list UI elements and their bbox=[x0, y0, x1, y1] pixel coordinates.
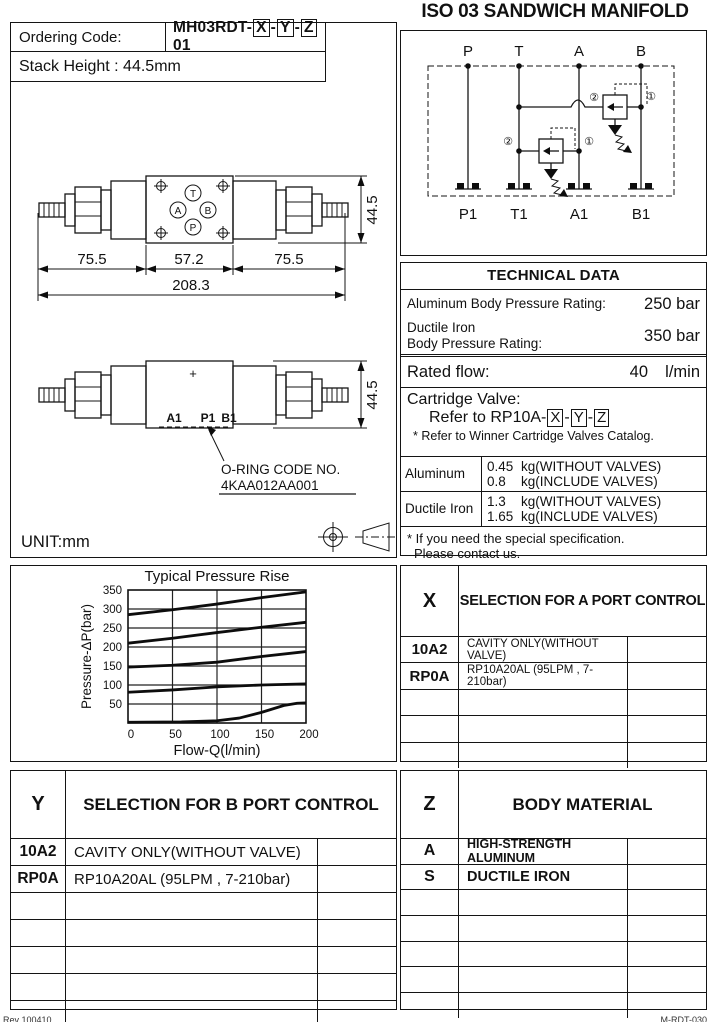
option-desc bbox=[459, 743, 628, 768]
oring-code-number: 4KAA012AA001 bbox=[221, 478, 319, 493]
marker-1-lower: ① bbox=[584, 136, 594, 148]
option-code bbox=[401, 942, 459, 967]
option-desc: CAVITY ONLY(WITHOUT VALVE) bbox=[66, 839, 318, 865]
option-extra bbox=[628, 690, 706, 715]
document-number: M-RDT-030 bbox=[660, 1015, 707, 1022]
schematic-port-p: P bbox=[462, 43, 474, 60]
option-code bbox=[401, 716, 459, 741]
option-extra bbox=[628, 743, 706, 768]
table-row bbox=[11, 893, 396, 920]
drawing-panel bbox=[10, 22, 397, 558]
weight-value: 0.45 bbox=[487, 459, 514, 474]
ordering-code-label: Ordering Code: bbox=[11, 23, 166, 51]
port-letter-b: B bbox=[204, 206, 212, 217]
option-extra bbox=[318, 893, 396, 919]
option-code bbox=[401, 743, 459, 768]
option-desc: RP10A20AL (95LPM , 7-210bar) bbox=[66, 866, 318, 892]
x-tick-label: 150 bbox=[254, 729, 275, 741]
rated-flow-unit: l/min bbox=[665, 362, 700, 381]
cartridge-note: * Refer to Winner Cartridge Valves Catalog. bbox=[413, 429, 654, 443]
unit-label: UNIT:mm bbox=[21, 533, 90, 551]
weight-value: 1.3 bbox=[487, 494, 506, 509]
marker-2-upper: ② bbox=[589, 92, 599, 104]
table-row bbox=[401, 916, 706, 942]
option-desc bbox=[66, 974, 318, 1000]
option-code bbox=[401, 890, 459, 915]
schematic-port-t1: T1 bbox=[510, 206, 528, 223]
dimension-drawings bbox=[11, 23, 396, 556]
option-desc bbox=[66, 947, 318, 973]
code-suffix: 01 bbox=[173, 37, 191, 55]
schematic-port-a1: A1 bbox=[569, 206, 589, 223]
table-row bbox=[401, 890, 706, 916]
option-code: A bbox=[401, 839, 459, 864]
selection-y-table bbox=[10, 770, 397, 1010]
option-extra bbox=[318, 974, 396, 1000]
cartridge-valve-label: Cartridge Valve: bbox=[407, 391, 521, 408]
refer-x-box: X bbox=[547, 409, 563, 427]
weight-row-ductile bbox=[401, 492, 706, 527]
selection-y-code: Y bbox=[11, 771, 66, 838]
table-row bbox=[401, 865, 706, 891]
option-desc bbox=[459, 890, 628, 915]
dim-44-5-top: 44.5 bbox=[364, 195, 381, 225]
port-junction-dots bbox=[465, 63, 644, 154]
oring-code-label: O-RING CODE NO. bbox=[221, 462, 341, 477]
table-row bbox=[401, 716, 706, 742]
option-code: 10A2 bbox=[401, 637, 459, 662]
chart-title: Typical Pressure Rise bbox=[144, 568, 290, 585]
port-letter-t: T bbox=[189, 189, 197, 200]
table-row bbox=[401, 663, 706, 689]
option-desc bbox=[66, 1001, 318, 1022]
ordering-code-table bbox=[10, 18, 326, 82]
option-extra bbox=[628, 663, 706, 688]
refer-prefix: Refer to RP10A- bbox=[429, 409, 547, 426]
code-sep1: - bbox=[270, 18, 277, 36]
y-tick-label: 100 bbox=[102, 680, 122, 692]
option-extra bbox=[318, 947, 396, 973]
option-code: RP0A bbox=[401, 663, 459, 688]
schematic-port-b: B bbox=[635, 43, 647, 60]
option-code bbox=[401, 916, 459, 941]
rated-flow-label: Rated flow: bbox=[407, 362, 490, 381]
code-y-box: Y bbox=[277, 19, 294, 37]
table-row bbox=[11, 920, 396, 947]
y-tick-label: 300 bbox=[102, 604, 122, 616]
y-tick-label: 200 bbox=[102, 642, 122, 654]
table-row bbox=[11, 839, 396, 866]
refer-sep1: - bbox=[564, 409, 570, 426]
technical-data-title: TECHNICAL DATA bbox=[401, 263, 706, 290]
dim-57-2: 57.2 bbox=[174, 251, 204, 268]
selection-x-title: SELECTION FOR A PORT CONTROL bbox=[459, 593, 706, 609]
table-row bbox=[401, 839, 706, 865]
x-tick-label: 100 bbox=[210, 729, 230, 741]
special-spec-line2: Please contact us. bbox=[414, 546, 521, 561]
third-angle-projection-icon bbox=[318, 522, 396, 552]
option-desc: HIGH-STRENGTH ALUMINUM bbox=[459, 839, 628, 864]
refer-z-box: Z bbox=[594, 409, 609, 427]
option-code bbox=[401, 993, 459, 1018]
weight-value: 0.8 bbox=[487, 474, 506, 489]
weight-material-ductile: Ductile Iron bbox=[401, 492, 482, 526]
option-extra bbox=[628, 890, 706, 915]
option-desc bbox=[459, 967, 628, 992]
table-row bbox=[11, 866, 396, 893]
dim-75-5-right: 75.5 bbox=[274, 251, 304, 268]
code-prefix: MH03RDT- bbox=[173, 18, 253, 36]
option-desc bbox=[459, 690, 628, 715]
dim-208-3: 208.3 bbox=[172, 277, 210, 294]
option-code: S bbox=[401, 865, 459, 890]
option-code bbox=[11, 974, 66, 1000]
option-code bbox=[401, 967, 459, 992]
option-code bbox=[11, 920, 66, 946]
selection-z-title: BODY MATERIAL bbox=[512, 794, 653, 814]
technical-data-panel bbox=[400, 262, 707, 561]
option-extra bbox=[628, 942, 706, 967]
weight-text: kg(WITHOUT VALVES) bbox=[521, 459, 662, 474]
ductile-label-line1: Ductile Iron bbox=[407, 320, 476, 336]
table-row bbox=[11, 974, 396, 1001]
weight-value: 1.65 bbox=[487, 509, 514, 524]
table-row bbox=[401, 690, 706, 716]
side-view-drawing bbox=[39, 361, 381, 494]
schematic-port-p1: P1 bbox=[458, 206, 478, 223]
pressure-rise-chart-panel bbox=[10, 565, 397, 762]
side-port-a1: A1 bbox=[166, 411, 182, 425]
x-tick-label: 0 bbox=[127, 729, 135, 741]
side-port-p1: P1 bbox=[200, 411, 216, 425]
code-sep2: - bbox=[294, 18, 300, 36]
option-code bbox=[11, 947, 66, 973]
aluminum-pressure-label: Aluminum Body Pressure Rating: bbox=[407, 296, 606, 312]
option-desc bbox=[459, 716, 628, 741]
option-code: 10A2 bbox=[11, 839, 66, 865]
marker-2-lower: ② bbox=[503, 136, 513, 148]
ductile-label-line2: Body Pressure Rating: bbox=[407, 336, 543, 351]
x-tick-label: 200 bbox=[299, 729, 319, 741]
option-desc bbox=[459, 916, 628, 941]
special-spec-note bbox=[401, 527, 706, 561]
y-tick-label: 50 bbox=[109, 699, 122, 711]
weight-row-aluminum bbox=[401, 457, 706, 492]
schematic-port-t: T bbox=[514, 43, 524, 60]
y-tick-label: 350 bbox=[102, 585, 122, 597]
relief-valve-b bbox=[519, 84, 647, 153]
port-letter-a: A bbox=[174, 206, 182, 217]
option-extra bbox=[318, 920, 396, 946]
rated-flow-value: 40 bbox=[629, 362, 648, 381]
option-extra bbox=[628, 967, 706, 992]
y-tick-label: 250 bbox=[102, 623, 122, 635]
ductile-pressure-value: 350 bar bbox=[644, 326, 700, 345]
weight-material-aluminum: Aluminum bbox=[401, 457, 482, 491]
aluminum-pressure-value: 250 bar bbox=[644, 294, 700, 313]
option-desc: RP10A20AL (95LPM , 7-210bar) bbox=[459, 663, 628, 688]
ordering-code-value bbox=[166, 19, 325, 55]
code-z-box: Z bbox=[301, 19, 317, 37]
table-row bbox=[401, 637, 706, 663]
option-desc: CAVITY ONLY(WITHOUT VALVE) bbox=[459, 637, 628, 662]
dim-75-5-left: 75.5 bbox=[77, 251, 107, 268]
option-extra bbox=[628, 716, 706, 741]
selection-x-table bbox=[400, 565, 707, 762]
pressure-rise-chart bbox=[11, 566, 395, 760]
hydraulic-schematic bbox=[401, 31, 705, 254]
selection-x-code: X bbox=[401, 566, 459, 636]
option-desc bbox=[459, 942, 628, 967]
special-spec-line1: * If you need the special specification. bbox=[407, 531, 625, 546]
option-desc bbox=[66, 893, 318, 919]
x-tick-label: 50 bbox=[169, 729, 182, 741]
option-desc bbox=[459, 993, 628, 1018]
option-extra bbox=[628, 916, 706, 941]
cartridge-refer-line bbox=[407, 409, 700, 427]
side-port-b1: B1 bbox=[221, 411, 237, 425]
weight-text: kg(INCLUDE VALVES) bbox=[521, 509, 658, 524]
selection-z-table bbox=[400, 770, 707, 1010]
table-row bbox=[11, 947, 396, 974]
selection-z-code: Z bbox=[401, 771, 459, 838]
dim-44-5-side: 44.5 bbox=[364, 380, 381, 410]
option-extra bbox=[628, 637, 706, 662]
cartridge-valve-block bbox=[401, 388, 706, 457]
table-row bbox=[11, 1001, 396, 1022]
option-code bbox=[11, 893, 66, 919]
top-view-drawing bbox=[38, 176, 381, 301]
option-extra bbox=[318, 866, 396, 892]
weight-text: kg(INCLUDE VALVES) bbox=[521, 474, 658, 489]
table-row bbox=[401, 743, 706, 768]
page-title: ISO 03 SANDWICH MANIFOLD bbox=[421, 1, 689, 22]
option-extra bbox=[318, 1001, 396, 1022]
refer-sep2: - bbox=[587, 409, 594, 426]
table-row bbox=[401, 942, 706, 968]
marker-1-upper: ① bbox=[646, 91, 656, 103]
chart-xlabel: Flow-Q(l/min) bbox=[173, 743, 261, 759]
option-extra bbox=[628, 839, 706, 864]
y-tick-label: 150 bbox=[102, 661, 122, 673]
schematic-panel bbox=[400, 30, 707, 256]
stack-height-label: Stack Height : 44.5mm bbox=[19, 57, 181, 75]
code-x-box: X bbox=[253, 19, 270, 37]
option-desc: DUCTILE IRON bbox=[459, 865, 628, 890]
schematic-port-a: A bbox=[573, 43, 585, 60]
option-code: RP0A bbox=[11, 866, 66, 892]
chart-ylabel: Pressure-ΔP(bar) bbox=[79, 603, 94, 710]
weight-text: kg(WITHOUT VALVES) bbox=[521, 494, 662, 509]
revision-note: Rev 100410 bbox=[3, 1015, 52, 1022]
selection-y-title: SELECTION FOR B PORT CONTROL bbox=[83, 794, 379, 814]
option-extra bbox=[628, 865, 706, 890]
option-extra bbox=[318, 839, 396, 865]
plus-mark: + bbox=[189, 366, 197, 381]
table-row bbox=[401, 967, 706, 993]
schematic-port-b1: B1 bbox=[631, 206, 651, 223]
refer-y-box: Y bbox=[571, 409, 587, 427]
option-code bbox=[401, 690, 459, 715]
port-letter-p: P bbox=[189, 223, 197, 234]
option-desc bbox=[66, 920, 318, 946]
ductile-pressure-label bbox=[407, 320, 644, 351]
